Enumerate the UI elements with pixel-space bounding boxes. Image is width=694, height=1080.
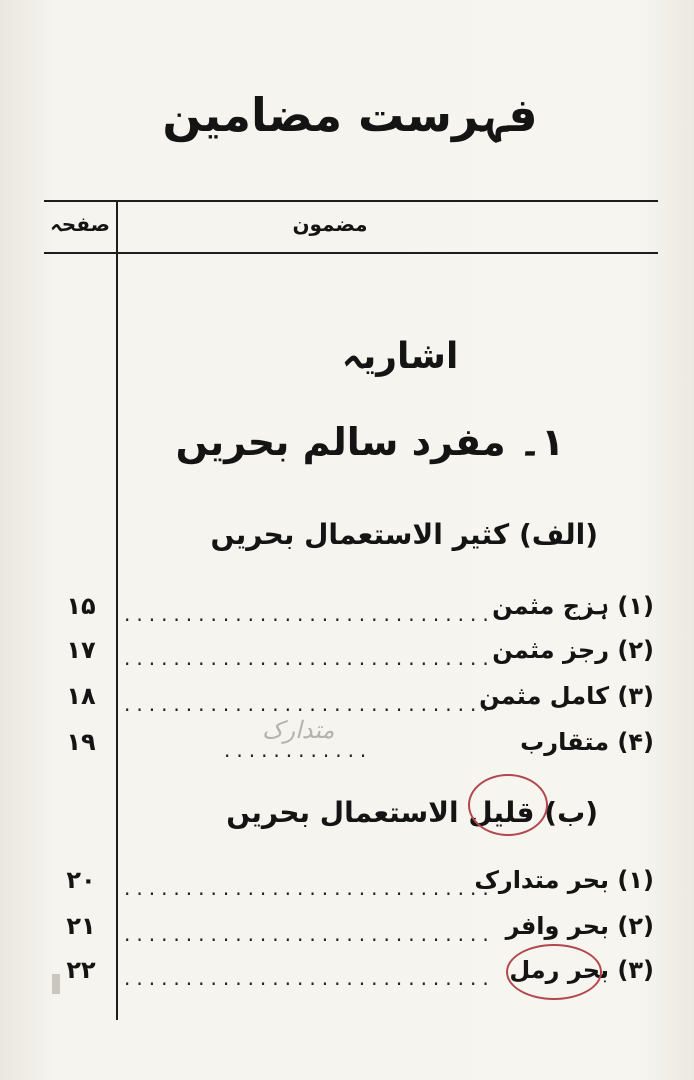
column-divider [116,200,118,1020]
toc-entry[interactable] [124,592,654,628]
toc-page-number: ۲۲ [66,956,96,984]
section-title: اشاریہ [341,336,459,377]
toc-page-number: ۱۹ [66,728,96,756]
leader-dots: ............ [224,738,373,762]
toc-entry[interactable] [124,728,654,764]
toc-entry-label: (۳) کامل مثمن [479,682,654,710]
column-header-topic: مضمون [292,212,368,236]
pencil-annotation: متدارک [262,716,335,744]
toc-entry[interactable] [124,912,654,948]
toc-page-number: ۲۱ [66,912,96,940]
margin-smudge [52,974,60,994]
table-header-rule [44,252,658,254]
toc-entry-label: (۲) رجز مثمن [492,636,654,664]
toc-entry-label: (۱) بحر متدارک [474,866,654,894]
leader-dots: .............................. [124,692,495,716]
table-top-rule [44,200,658,202]
toc-entry-label: (۴) متقارب [520,728,654,756]
toc-entry[interactable] [124,866,654,902]
red-circle-mark [468,774,548,836]
red-circle-mark [506,944,602,1000]
toc-page-number: ۱۷ [66,636,96,664]
toc-page-number: ۱۵ [66,592,96,620]
toc-entry[interactable] [124,636,654,672]
toc-page-number: ۱۸ [66,682,96,710]
group-heading-b: (ب) قلیل الاستعمال بحریں [226,796,598,829]
toc-entry-label: (۱) ہزج مثمن [492,592,654,620]
toc-entry[interactable] [124,682,654,718]
leader-dots: .............................. [124,602,495,626]
leader-dots: .............................. [124,922,495,946]
toc-page-number: ۲۰ [66,866,96,894]
group-heading-a: (الف) کثیر الاستعمال بحریں [210,518,598,551]
leader-dots: .............................. [124,646,495,670]
toc-entry-label: (۳) بحر رمل [509,956,654,984]
page-title: فہرست مضامین [162,88,538,142]
leader-dots: .............................. [124,876,495,900]
leader-dots: .............................. [124,966,495,990]
toc-entry-label: (۲) بحر وافر [505,912,654,940]
part-title: ۱۔ مفرد سالم بحریں [175,420,565,464]
column-header-page: صفحہ [50,212,110,236]
